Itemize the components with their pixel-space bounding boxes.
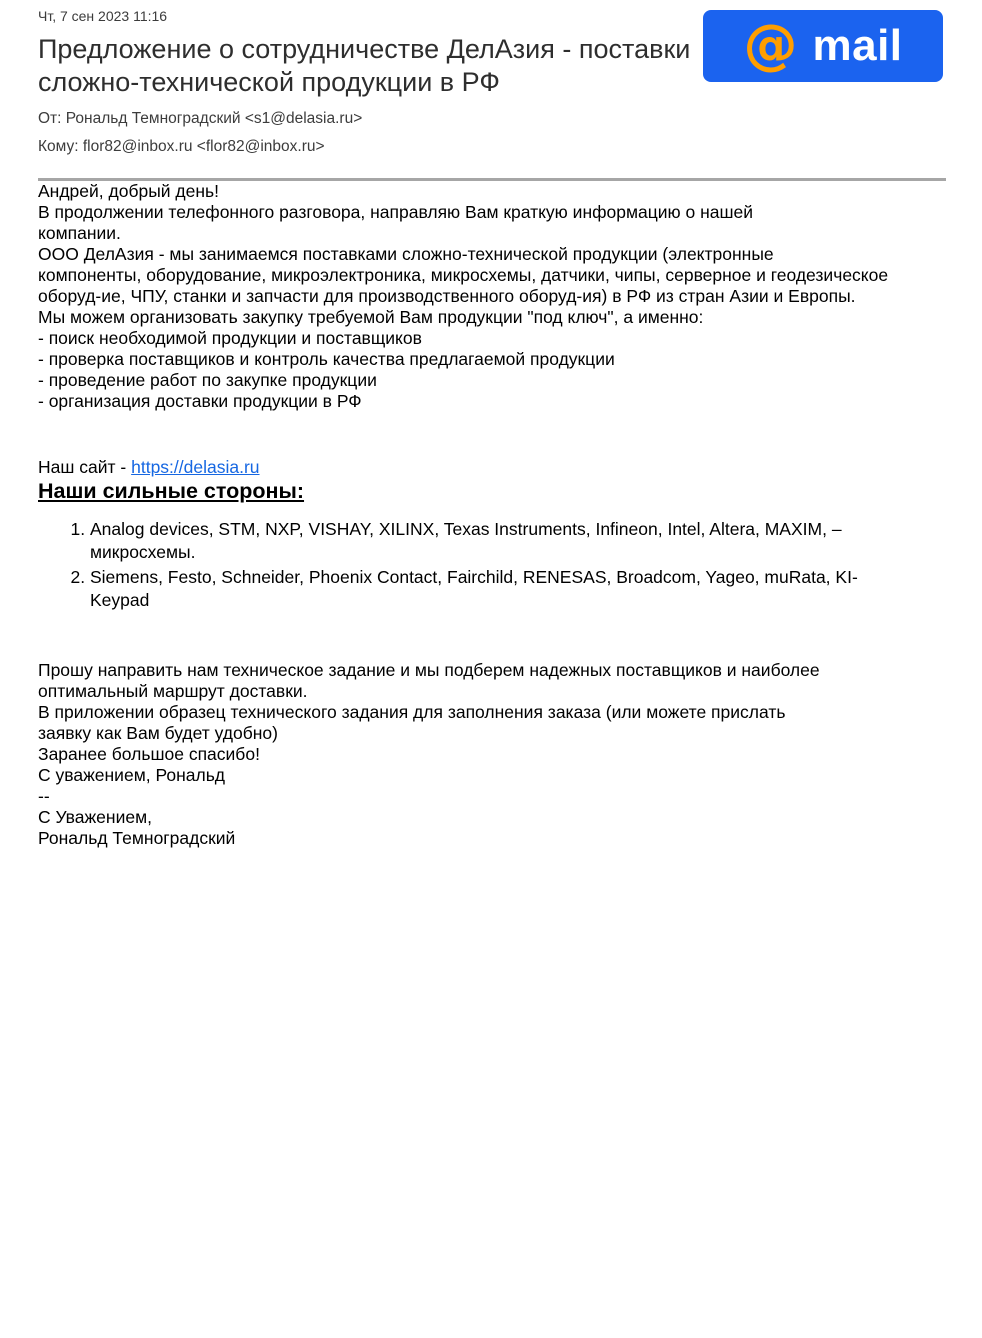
paragraph-thanks: Заранее большое спасибо!	[38, 744, 260, 764]
greeting-text: Андрей, добрый день!	[38, 181, 220, 201]
email-subject-line: сложно-технической продукции в РФ	[38, 67, 500, 97]
strengths-item-line: 1. Analog devices, STM, NXP, VISHAY, XILINX, Texas Instruments, Infineon, Intel, Altera, MAXIM, –	[90, 519, 842, 539]
strengths-item-line: 2. Siemens, Festo, Schneider, Phoenix Contact, Fairchild, RENESAS, Broadcom, Yageo, muRata, KI-	[90, 567, 858, 587]
paragraph-intro-line: В продолжении телефонного разговора, направляю Вам краткую информацию о нашей	[38, 202, 754, 222]
site-line	[38, 457, 946, 478]
signature-delimiter: --	[38, 786, 50, 806]
delasia-site-link[interactable]: https://delasia.ru	[131, 457, 260, 477]
strengths-item	[90, 566, 946, 612]
signature-block	[38, 786, 946, 849]
mailru-logo-text: mail	[812, 21, 903, 70]
paragraph-attachment-line: В приложении образец технического задания для заполнения заказа (или можете прислать	[38, 702, 786, 722]
mailru-logo	[703, 10, 943, 82]
paragraph-company-line: компоненты, оборудование, микроэлектроника, микросхемы, датчики, чипы, серверное и геодезическое	[38, 265, 889, 285]
list-item: - организация доставки продукции в РФ	[38, 391, 362, 411]
paragraph-attachment-line: заявку как Вам будет удобно)	[38, 723, 278, 743]
strengths-list	[38, 518, 946, 612]
closing-text: С уважением, Рональд	[38, 765, 226, 785]
strengths-item-line: Keypad	[90, 590, 150, 610]
email-to: Кому: flor82@inbox.ru <flor82@inbox.ru>	[38, 138, 325, 155]
signature-line: Рональд Темноградский	[38, 828, 236, 848]
list-item: - поиск необходимой продукции и поставщиков	[38, 328, 422, 348]
paragraph-company-line: ООО ДелАзия - мы занимаемся поставками сложно-технической продукции (электронные	[38, 244, 774, 264]
paragraph-company-line: оборуд-ие, ЧПУ, станки и запчасти для производственного оборуд-ия) в РФ из стран Азии и Европы.	[38, 286, 856, 306]
paragraph-offer: Мы можем организовать закупку требуемой Вам продукции "под ключ", а именно:	[38, 307, 704, 327]
email-date: Чт, 7 сен 2023 11:16	[38, 8, 168, 24]
strengths-heading: Наши сильные стороны:	[38, 479, 305, 503]
at-icon: @	[743, 13, 798, 76]
paragraph-intro-line: компании.	[38, 223, 121, 243]
email-subject-line: Предложение о сотрудничестве ДелАзия - поставки	[38, 34, 691, 64]
paragraph-request-line: Прошу направить нам техническое задание и мы подберем надежных поставщиков и наиболее	[38, 660, 820, 680]
strengths-item	[90, 518, 946, 564]
signature-line: С Уважением,	[38, 807, 152, 827]
services-list	[38, 328, 946, 412]
email-subject	[38, 33, 718, 99]
site-prefix-text: Наш сайт -	[38, 457, 132, 477]
email-body	[38, 181, 946, 849]
list-item: - проведение работ по закупке продукции	[38, 370, 377, 390]
list-item: - проверка поставщиков и контроль качества предлагаемой продукции	[38, 349, 615, 369]
email-from: От: Рональд Темноградский <s1@delasia.ru>	[38, 110, 363, 127]
paragraph-request-line: оптимальный маршрут доставки.	[38, 681, 308, 701]
strengths-item-line: микросхемы.	[90, 542, 196, 562]
